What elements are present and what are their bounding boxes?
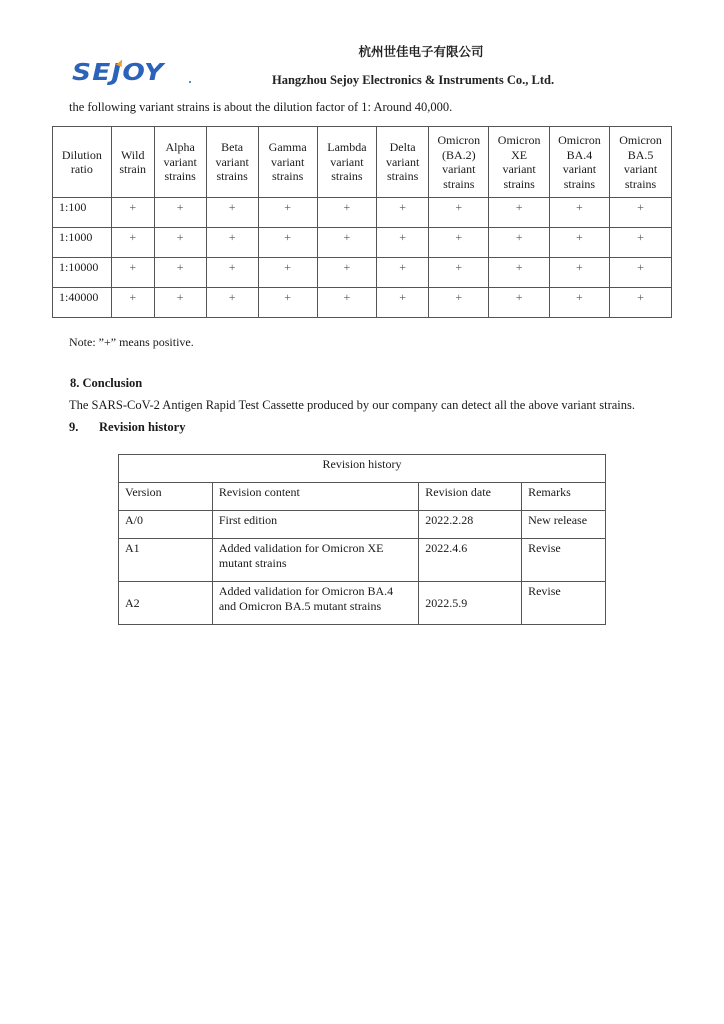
section-9-title: Revision history — [99, 420, 186, 434]
result-cell: + — [549, 288, 609, 318]
result-cell: + — [610, 288, 672, 318]
dilution-table-body — [53, 198, 672, 318]
revision-date: 2022.2.28 — [419, 511, 522, 539]
dilution-row — [53, 198, 672, 228]
result-cell: + — [111, 258, 154, 288]
header-line: Lambda — [327, 140, 367, 155]
result-cell: + — [429, 288, 489, 318]
note-text: Note: ”+” means positive. — [69, 335, 194, 349]
header-line: BA.5 — [627, 147, 654, 162]
header-line: variant — [163, 154, 197, 169]
result-cell: + — [429, 228, 489, 258]
header-line: strains — [216, 169, 248, 184]
result-cell: + — [206, 258, 258, 288]
revision-header-date: Revision date — [419, 483, 522, 511]
result-cell: + — [377, 288, 429, 318]
header-line: strains — [331, 169, 363, 184]
header-line: strains — [386, 169, 419, 184]
sejoy-logo: SEJOY — [72, 60, 165, 86]
revision-header-version: Version — [119, 483, 213, 511]
header-line: variant — [442, 162, 476, 176]
dilution-table — [52, 126, 672, 318]
result-cell: + — [429, 198, 489, 228]
dilution-ratio: 1:1000 — [53, 228, 112, 258]
dilution-row — [53, 288, 672, 318]
result-cell: + — [429, 258, 489, 288]
dilution-row — [53, 258, 672, 288]
header-line: Dilution — [61, 147, 102, 162]
dilution-row — [53, 228, 672, 258]
header-line: strains — [164, 169, 196, 184]
result-cell: + — [610, 198, 672, 228]
result-cell: + — [111, 198, 154, 228]
result-cell: + — [549, 198, 609, 228]
result-cell: + — [489, 288, 549, 318]
header-line: variant — [271, 154, 305, 169]
result-cell: + — [549, 258, 609, 288]
header-line: variant — [623, 162, 658, 176]
revision-version: A/0 — [119, 511, 213, 539]
result-cell: + — [549, 228, 609, 258]
result-cell: + — [111, 288, 154, 318]
conclusion-text: The SARS-CoV-2 Antigen Rapid Test Cassette produced by our company can detect all the above variant strains. — [69, 398, 636, 412]
header-line: variant — [562, 162, 597, 176]
result-cell: + — [258, 228, 317, 258]
result-cell: + — [610, 228, 672, 258]
result-cell: + — [317, 198, 376, 228]
result-cell: + — [154, 258, 206, 288]
dilution-ratio: 1:40000 — [53, 288, 112, 318]
section-8-heading: 8. Conclusion — [70, 376, 143, 390]
result-cell: + — [377, 228, 429, 258]
result-cell: + — [206, 198, 258, 228]
header-line: Delta — [389, 140, 416, 155]
revision-date: 2022.5.9 — [419, 582, 522, 625]
revision-content: Added validation for Omicron XE mutant strains — [212, 539, 418, 582]
dilution-header-cell — [53, 127, 112, 198]
result-cell: + — [377, 258, 429, 288]
header-line: Beta — [221, 140, 244, 155]
revision-table-title: Revision history — [119, 455, 606, 483]
header-line: strains — [443, 176, 475, 191]
header-line: variant — [330, 154, 364, 169]
result-cell: + — [154, 198, 206, 228]
result-cell: + — [206, 228, 258, 258]
section-9-heading — [69, 420, 185, 435]
header-line: variant — [385, 154, 420, 169]
revision-row — [119, 582, 606, 625]
dilution-header-cell — [258, 127, 317, 198]
dilution-table-header-row — [53, 127, 672, 198]
header-line: Omicron — [437, 133, 481, 147]
revision-version: A2 — [119, 582, 213, 625]
dilution-header-cell — [154, 127, 206, 198]
result-cell: + — [154, 288, 206, 318]
revision-remarks: Revise — [522, 582, 606, 625]
dilution-header-cell — [489, 127, 549, 198]
result-cell: + — [317, 288, 376, 318]
result-cell: + — [206, 288, 258, 318]
header-line: BA.4 — [566, 147, 593, 162]
result-cell: + — [258, 198, 317, 228]
result-cell: + — [258, 258, 317, 288]
intro-text: the following variant strains is about the dilution factor of 1: Around 40,000. — [69, 100, 453, 114]
dilution-header-cell — [377, 127, 429, 198]
result-cell: + — [317, 258, 376, 288]
header-line: XE — [511, 147, 528, 162]
dilution-ratio: 1:10000 — [53, 258, 112, 288]
result-cell: + — [489, 258, 549, 288]
revision-table-header-row — [119, 483, 606, 511]
header-line: strains — [503, 176, 535, 191]
result-cell: + — [154, 228, 206, 258]
company-name-english: Hangzhou Sejoy Electronics & Instruments Co., Ltd. — [272, 73, 555, 87]
revision-content: First edition — [212, 511, 418, 539]
dilution-header-cell — [111, 127, 154, 198]
header-line: Gamma — [268, 140, 307, 155]
header-line: (BA.2) — [441, 147, 476, 162]
header-line: Omicron — [619, 133, 662, 147]
header-line: Omicron — [497, 133, 541, 147]
result-cell: + — [258, 288, 317, 318]
revision-history-table — [118, 454, 606, 625]
revision-row — [119, 511, 606, 539]
revision-remarks: Revise — [522, 539, 606, 582]
company-name-chinese: 杭州世佳电子有限公司 — [358, 44, 484, 59]
revision-content: Added validation for Omicron BA.4 and Omicron BA.5 mutant strains — [212, 582, 418, 625]
dilution-header-cell — [429, 127, 489, 198]
result-cell: + — [610, 258, 672, 288]
dilution-header-cell — [549, 127, 609, 198]
revision-header-remarks: Remarks — [522, 483, 606, 511]
dilution-header-cell — [317, 127, 376, 198]
section-9-number: 9. — [69, 420, 79, 434]
revision-remarks: New release — [522, 511, 606, 539]
header-line: strains — [624, 176, 657, 191]
result-cell: + — [377, 198, 429, 228]
header-line: strains — [563, 176, 596, 191]
dilution-header-cell — [610, 127, 672, 198]
result-cell: + — [111, 228, 154, 258]
header-line: strains — [271, 169, 304, 184]
header-line: Alpha — [165, 140, 195, 155]
revision-row — [119, 539, 606, 582]
dilution-header-cell — [206, 127, 258, 198]
header-line: variant — [502, 162, 536, 176]
revision-header-content: Revision content — [212, 483, 418, 511]
header-line: Omicron — [558, 133, 601, 147]
logo-dot — [189, 81, 191, 83]
result-cell: + — [489, 228, 549, 258]
header-line: ratio — [70, 162, 93, 176]
header-line: variant — [215, 154, 249, 169]
result-cell: + — [489, 198, 549, 228]
result-cell: + — [317, 228, 376, 258]
dilution-ratio: 1:100 — [53, 198, 112, 228]
revision-version: A1 — [119, 539, 213, 582]
header-line: Wild — [120, 147, 145, 162]
revision-date: 2022.4.6 — [419, 539, 522, 582]
header-line: strain — [119, 162, 147, 176]
